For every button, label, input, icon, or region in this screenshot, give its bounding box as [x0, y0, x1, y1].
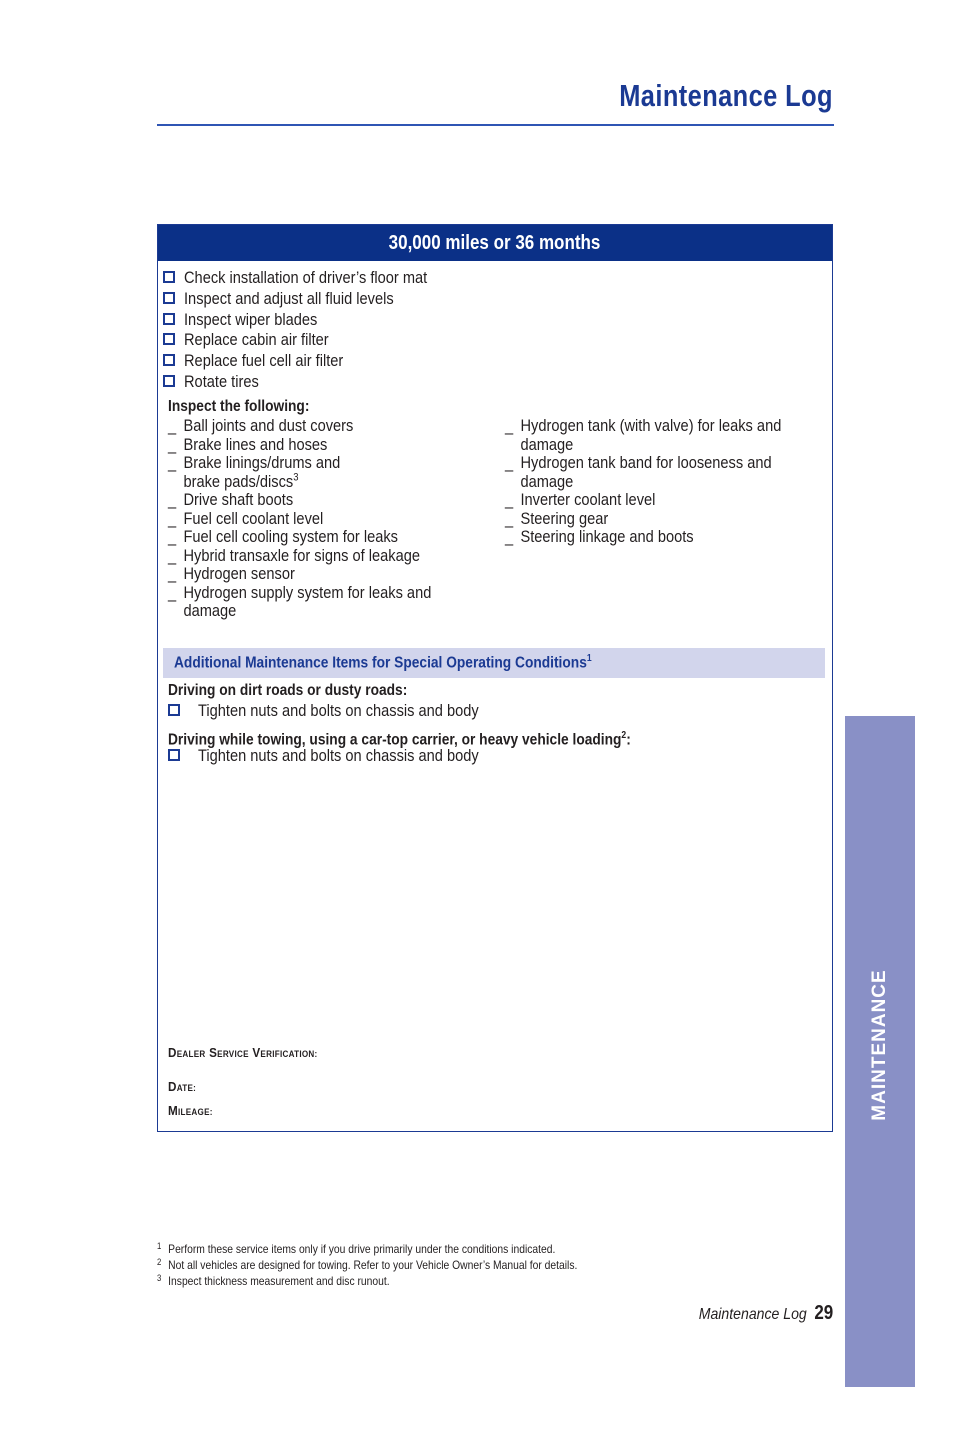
footer-section-label: Maintenance Log [698, 1306, 807, 1323]
inspect-item-text-cont: brake pads/discs [183, 471, 294, 491]
footnote [157, 1241, 707, 1257]
task-label: Inspect wiper blades [184, 310, 318, 329]
task-item [163, 289, 428, 309]
inspect-item [168, 528, 431, 547]
footnote-text: Not all vehicles are designed for towing. Refer to your Vehicle Owner’s Manual for details. [168, 1258, 578, 1272]
inspect-item [505, 417, 781, 454]
dash-bullet: _ [168, 508, 177, 528]
side-tab-label: MAINTENANCE [869, 969, 890, 1121]
page-number: 29 [814, 1302, 833, 1324]
inspect-item [168, 436, 431, 455]
inspect-item [168, 417, 431, 436]
inspect-item-text: Steering gear [520, 508, 609, 528]
footnote-number: 1 [157, 1241, 162, 1251]
dash-bullet: _ [505, 416, 514, 435]
interval-header-text: 30,000 miles or 36 months [389, 232, 601, 254]
task-item [163, 310, 339, 330]
inspect-item [505, 454, 781, 491]
title-divider [157, 124, 834, 126]
footnote-ref: 1 [586, 653, 592, 664]
condition-heading-text: Driving while towing, using a car-top carrier, or heavy vehicle loading [168, 731, 622, 749]
dash-bullet: _ [505, 453, 514, 472]
dash-bullet: _ [505, 508, 514, 528]
task-label: Replace fuel cell air filter [184, 351, 344, 370]
inspect-item-text: Hybrid transaxle for signs of leakage [183, 545, 420, 565]
inspect-list-left [168, 417, 474, 621]
page-footer [620, 1302, 833, 1325]
inspect-item [168, 491, 431, 510]
inspect-item-text: Steering linkage and boots [520, 527, 694, 546]
checkbox[interactable] [168, 704, 180, 716]
condition-heading-colon: : [626, 731, 631, 749]
inspect-item [168, 584, 431, 621]
inspect-item-text: Ball joints and dust covers [183, 416, 354, 435]
inspect-item-text: Hydrogen tank band for looseness and [520, 453, 772, 472]
page-title: Maintenance Log [619, 78, 833, 113]
dash-bullet: _ [168, 582, 177, 602]
footnote-text: Perform these service items only if you drive primarily under the conditions indicated. [168, 1242, 556, 1256]
inspect-item [168, 454, 431, 491]
inspect-item-text: Fuel cell coolant level [183, 508, 324, 528]
dash-bullet: _ [505, 527, 514, 546]
inspect-list-right [505, 417, 826, 547]
dash-bullet: _ [168, 527, 177, 546]
date-label: DATE: [168, 1079, 197, 1094]
footnote-ref: 2 [621, 730, 627, 741]
dash-bullet: _ [168, 545, 177, 565]
inspect-item-text: Brake lines and hoses [183, 434, 328, 454]
inspect-item-text: Drive shaft boots [183, 490, 294, 509]
footnote-text: Inspect thickness measurement and disc runout. [168, 1274, 390, 1288]
task-label: Check installation of driver’s floor mat [184, 268, 428, 287]
dash-bullet: _ [168, 434, 177, 454]
footnote [157, 1273, 707, 1289]
inspect-item-text: Hydrogen tank (with valve) for leaks and [520, 416, 782, 435]
task-label: Tighten nuts and bolts on chassis and body [198, 701, 479, 720]
inspect-item-text: Inverter coolant level [520, 490, 656, 509]
dash-bullet: _ [168, 490, 177, 509]
inspect-item [505, 510, 781, 529]
mileage-label: MILEAGE: [168, 1103, 213, 1118]
footnote-ref: 3 [293, 470, 299, 483]
footnotes [157, 1241, 797, 1289]
task-label: Tighten nuts and bolts on chassis and body [198, 746, 479, 765]
task-item [163, 268, 467, 288]
inspect-item [505, 528, 781, 547]
footnote-number: 3 [157, 1273, 162, 1283]
checkbox[interactable] [163, 292, 175, 304]
inspect-item-text-cont: damage [520, 471, 574, 491]
inspect-item [168, 565, 431, 584]
footnote [157, 1257, 707, 1273]
condition-heading-text: Driving on dirt roads or dusty roads: [168, 682, 408, 699]
condition-task [168, 701, 524, 723]
condition-task [168, 746, 524, 768]
special-conditions-band [163, 648, 825, 678]
checkbox[interactable] [163, 333, 175, 345]
dash-bullet: _ [168, 416, 177, 435]
inspect-item-text-cont: damage [520, 434, 574, 454]
special-conditions-title-text: Additional Maintenance Items for Special Operating Conditions [174, 654, 587, 672]
inspect-item-text: Hydrogen sensor [183, 564, 295, 583]
checkbox[interactable] [163, 354, 175, 366]
footnote-number: 2 [157, 1257, 162, 1267]
checkbox[interactable] [163, 375, 175, 387]
dash-bullet: _ [168, 564, 177, 583]
task-item [163, 372, 271, 392]
inspect-item-text: Brake linings/drums and [183, 453, 341, 472]
checkbox[interactable] [163, 313, 175, 325]
inspect-item-text: Fuel cell cooling system for leaks [183, 527, 398, 546]
inspect-heading: Inspect the following: [168, 398, 310, 415]
inspect-item-text: Hydrogen supply system for leaks and [183, 582, 432, 602]
task-label: Rotate tires [184, 372, 259, 391]
dash-bullet: _ [168, 453, 177, 472]
task-item [163, 330, 352, 350]
task-label: Replace cabin air filter [184, 330, 329, 349]
task-label: Inspect and adjust all fluid levels [184, 289, 394, 308]
inspect-item [505, 491, 781, 510]
checkbox[interactable] [163, 271, 175, 283]
inspect-item [168, 510, 431, 529]
maintenance-log-box [157, 224, 833, 1132]
task-item [163, 351, 369, 371]
inspect-item-text-cont: damage [183, 601, 237, 620]
condition-heading [168, 681, 407, 701]
inspect-item [168, 547, 431, 566]
dash-bullet: _ [505, 490, 514, 509]
dealer-verification-label: DEALER SERVICE VERIFICATION: [168, 1045, 318, 1060]
special-conditions-title [174, 653, 592, 672]
checkbox[interactable] [168, 749, 180, 761]
interval-header [158, 225, 832, 261]
